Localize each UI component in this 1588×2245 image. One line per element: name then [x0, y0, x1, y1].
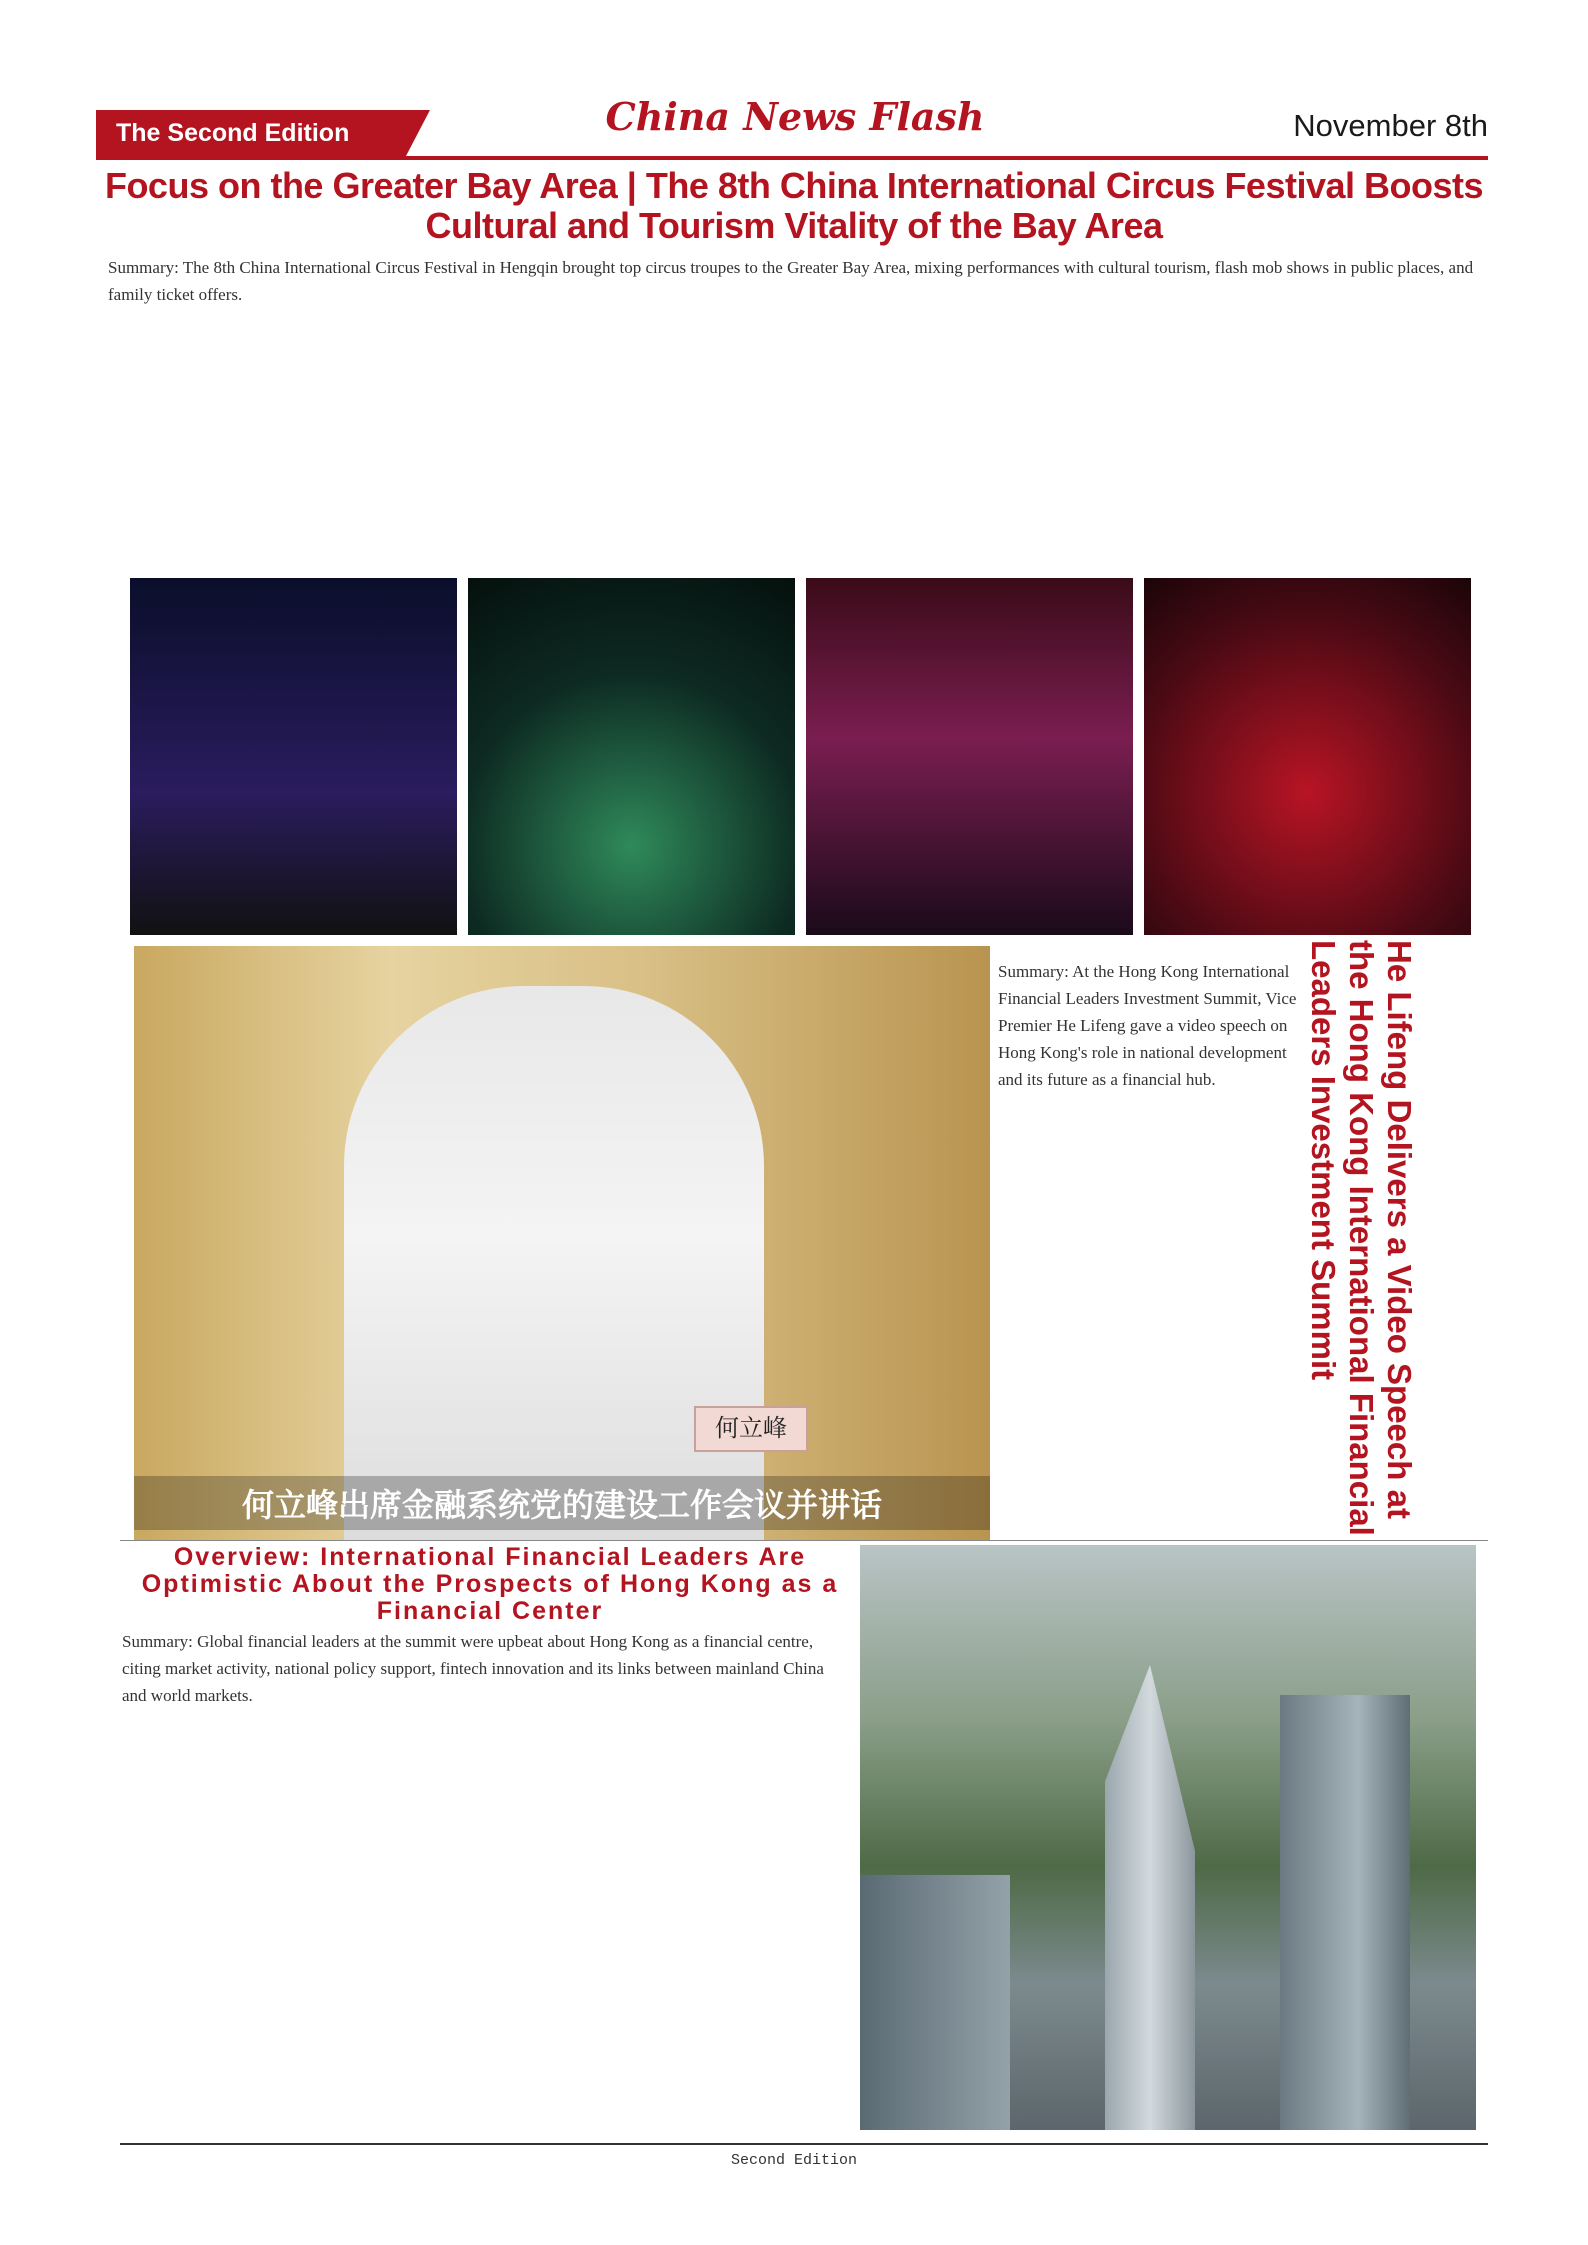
masthead: China News Flash [605, 94, 985, 139]
issue-date: November 8th [1293, 108, 1488, 143]
office-building [860, 1875, 1010, 2130]
edition-tag: The Second Edition [96, 110, 406, 156]
third-story-summary: Summary: Global financial leaders at the summit were upbeat about Hong Kong as a financial centre, citing market activity, national policy support, fintech innovation and its links between mainland China and world markets. [122, 1632, 824, 1705]
circus-tent-performance-photo [806, 578, 1133, 935]
nameplate: 何立峰 [694, 1406, 808, 1452]
hong-kong-skyline-photo [860, 1545, 1476, 2130]
skyscraper [1280, 1695, 1410, 2130]
bank-of-china-tower [1105, 1665, 1195, 2130]
footer-rule [120, 2143, 1488, 2145]
photo-caption: 何立峰出席金融系统党的建设工作会议并讲话 [134, 1476, 990, 1530]
header-rule [96, 156, 1488, 160]
second-story-headline-container [1304, 940, 1474, 1540]
main-story-summary: Summary: The 8th China International Circus Festival in Hengqin brought top circus troupes to the Greater Bay Area, mixing performances with cultural tourism, flash mob shows in public places, and family ticket offers. [108, 258, 1474, 304]
he-lifeng-speech-photo [134, 946, 990, 1540]
speaker-figure [344, 986, 764, 1540]
third-story-headline: Overview: International Financial Leaders Are Optimistic About the Prospects of Hong Kong as a Financial Center [141, 1543, 839, 1625]
page-footer: Second Edition [730, 2152, 858, 2169]
circus-stage-photo [130, 578, 457, 935]
circus-red-arena-photo [1144, 578, 1471, 935]
section-divider [120, 1540, 1488, 1541]
main-headline: Focus on the Greater Bay Area | The 8th China International Circus Festival Boosts Cultural and Tourism Vitality of the Bay Area [104, 165, 1484, 246]
circus-tower-act-photo [468, 578, 795, 935]
second-story-summary: Summary: At the Hong Kong International Financial Leaders Investment Summit, Vice Premier He Lifeng gave a video speech on Hong Kong's role in national development and its future as a financial hub. [998, 962, 1297, 1089]
second-story-vertical-headline: He Lifeng Delivers a Video Speech at the Hong Kong International Financial Leaders Investment Summit [1305, 940, 1418, 1536]
